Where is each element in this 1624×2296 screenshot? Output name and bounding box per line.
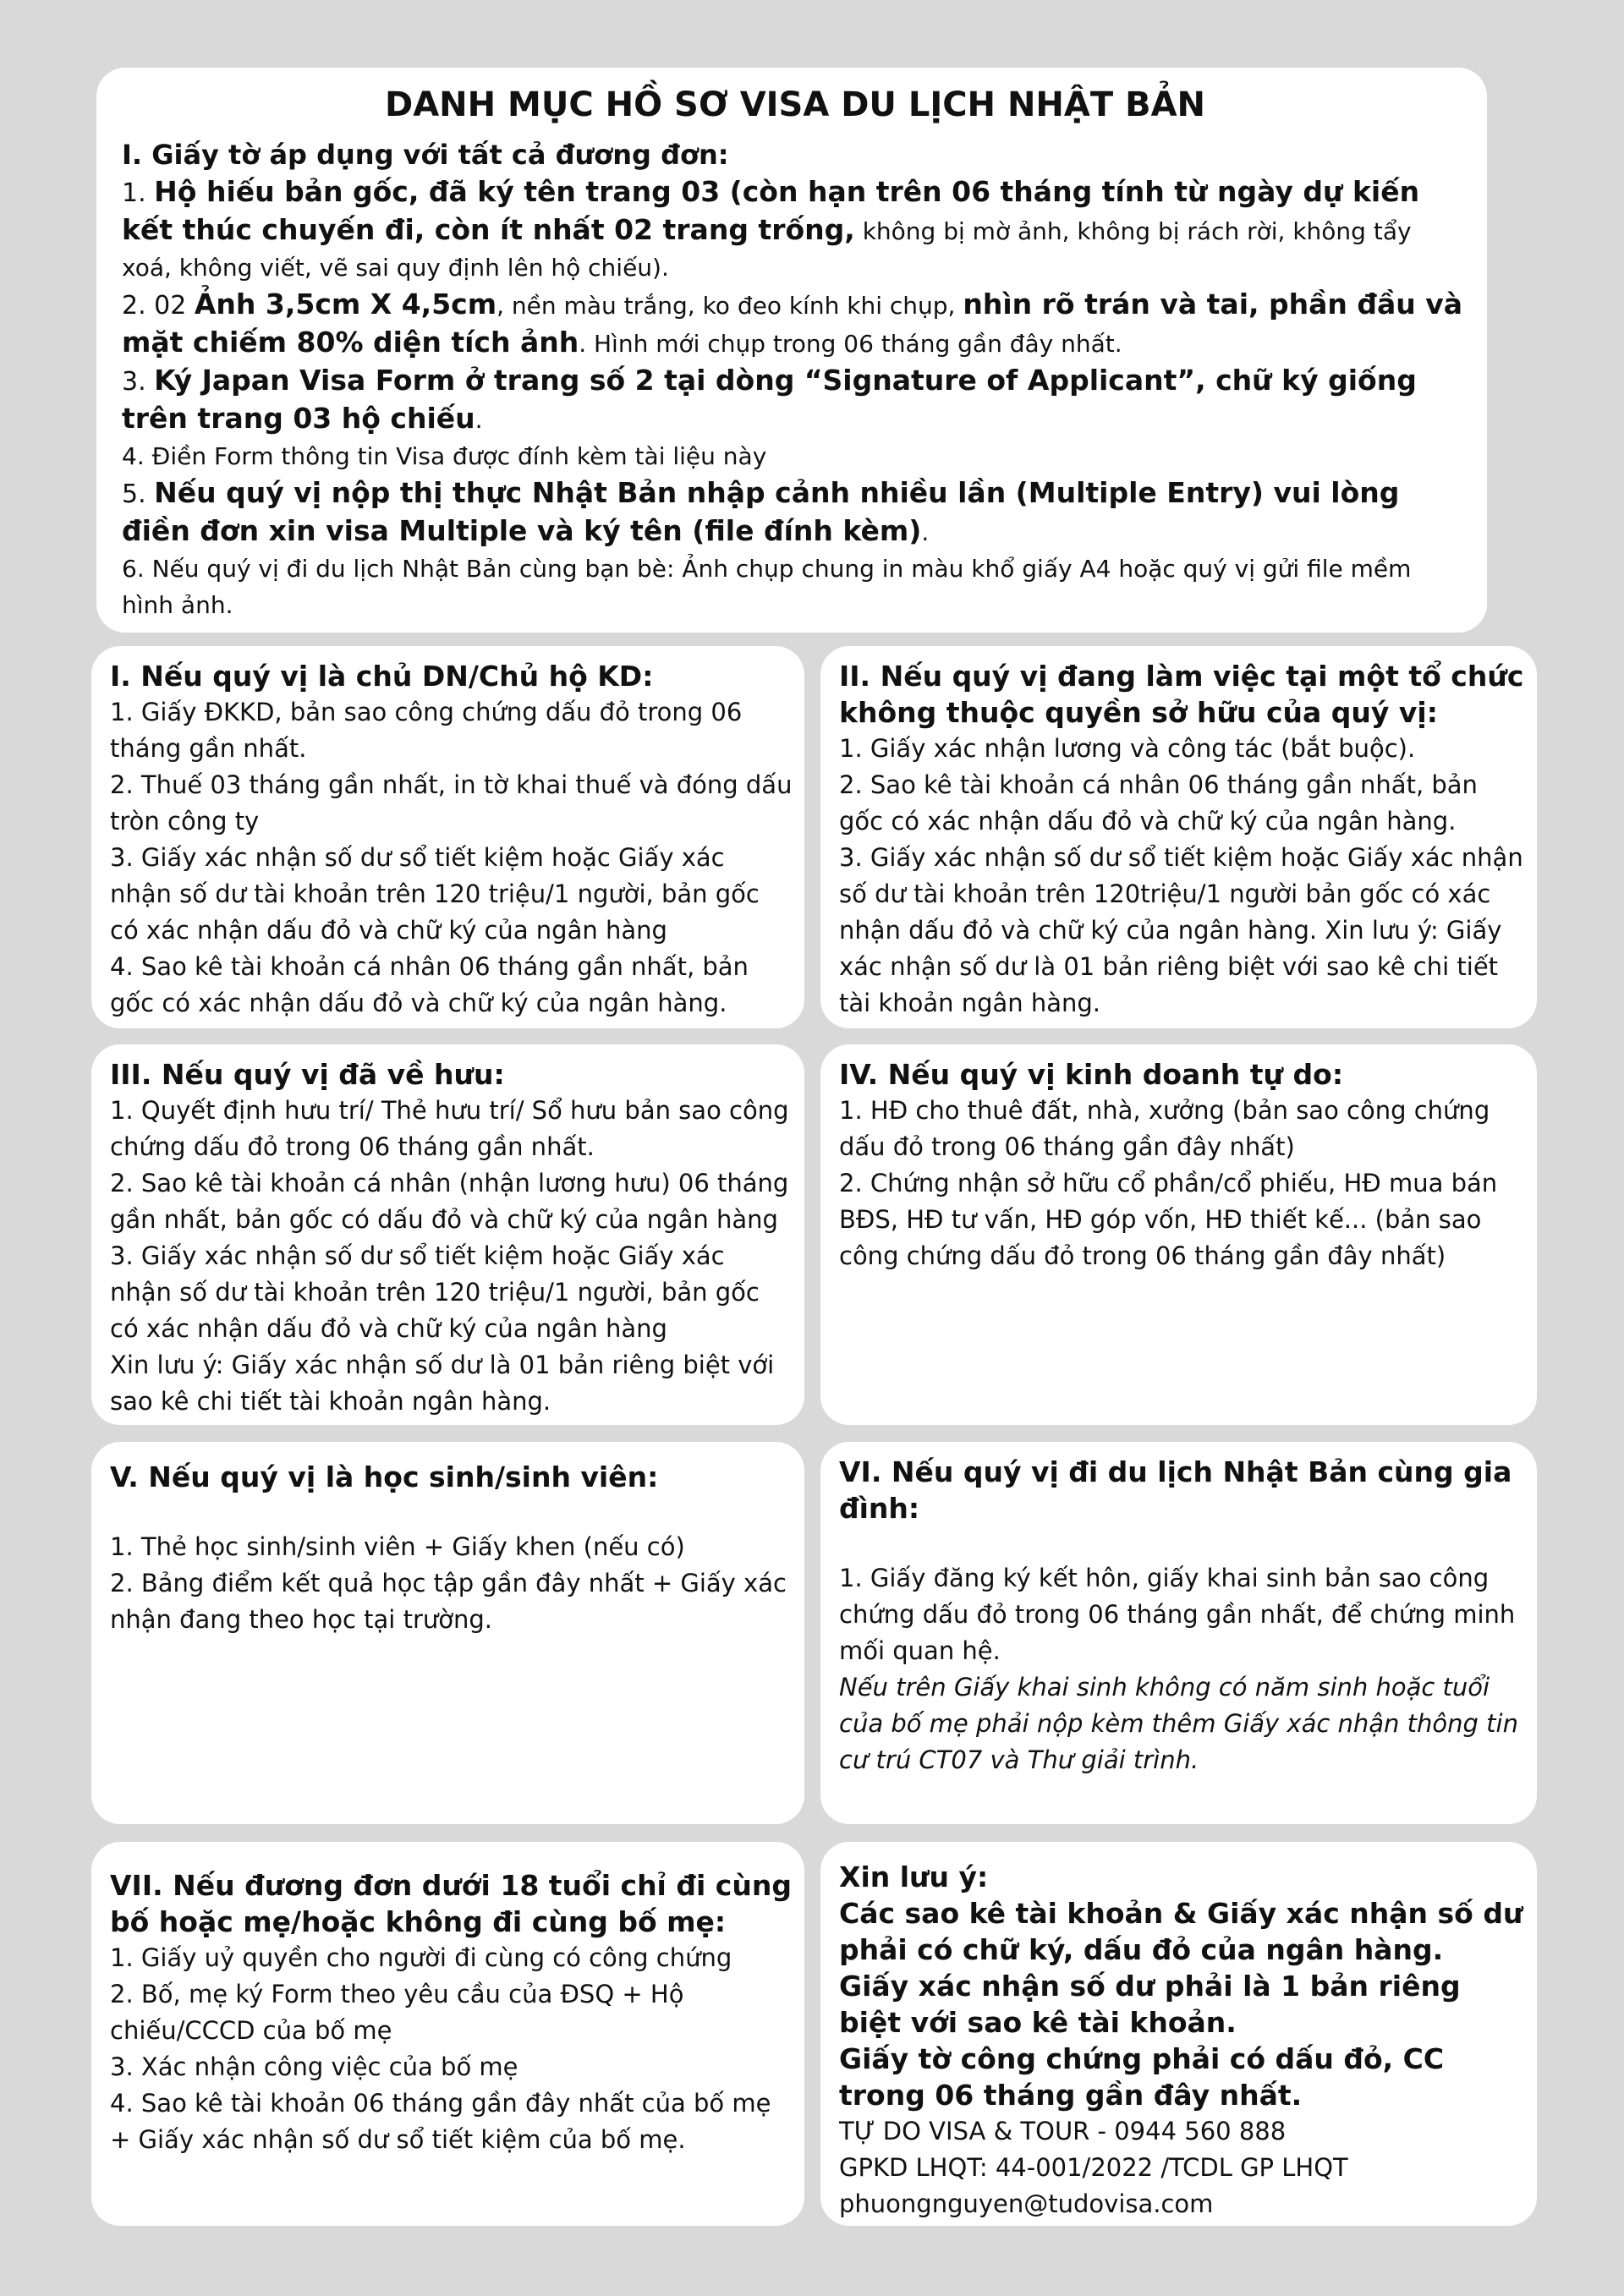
general-heading: I. Giấy tờ áp dụng với tất cả đương đơn: — [122, 139, 729, 171]
list-item: 2. Thuế 03 tháng gần nhất, in tờ khai thuế và đóng dấu tròn công ty — [110, 770, 793, 836]
section-heading: V. Nếu quý vị là học sinh/sinh viên: — [110, 1460, 659, 1493]
item-number: 1. — [122, 178, 155, 208]
contact-email[interactable]: phuongnguyen@tudovisa.com — [839, 2189, 1214, 2218]
list-item: 4. Sao kê tài khoản cá nhân 06 tháng gần nhất, bản gốc có xác nhận dấu đỏ và chữ ký của ngân hàng. — [110, 952, 749, 1017]
item-bold-text: nhìn rõ trán và tai, phần đầu và mặt chiếm 80% diện tích ảnh — [122, 288, 1463, 359]
item-text: . — [921, 518, 930, 546]
item-bold-text: Ảnh 3,5cm X 4,5cm — [194, 288, 497, 321]
item-bold-text: Nếu quý vị nộp thị thực Nhật Bản nhập cảnh nhiều lần (Multiple Entry) vui lòng điền đơn xin visa Multiple và ký tên (file đính kèm) — [122, 476, 1400, 547]
general-documents-card — [96, 68, 1487, 633]
section-heading: VI. Nếu quý vị đi du lịch Nhật Bản cùng gia đình: — [839, 1455, 1512, 1525]
general-item-3 — [122, 362, 1468, 438]
general-item-2 — [122, 286, 1468, 362]
list-item: 2. Bảng điểm kết quả học tập gần đây nhất + Giấy xác nhận đang theo học tại trường. — [110, 1569, 787, 1634]
item-number: 3. — [122, 367, 155, 397]
important-note: Giấy xác nhận số dư phải là 1 bản riêng biệt với sao kê tài khoản. — [839, 1970, 1461, 2039]
section-heading: I. Nếu quý vị là chủ DN/Chủ hộ KD: — [110, 660, 654, 693]
list-item: 1. Thẻ học sinh/sinh viên + Giấy khen (nếu có) — [110, 1532, 685, 1561]
family-travel-card — [820, 1442, 1537, 1824]
section-heading: VII. Nếu đương đơn dưới 18 tuổi chỉ đi cùng bố hoặc mẹ/hoặc không đi cùng bố mẹ: — [110, 1869, 792, 1938]
important-note: Các sao kê tài khoản & Giấy xác nhận số dư phải có chữ ký, dấu đỏ của ngân hàng. — [839, 1897, 1523, 1966]
list-item: 3. Giấy xác nhận số dư sổ tiết kiệm hoặc Giấy xác nhận số dư tài khoản trên 120 triệu/1 người, bản gốc có xác nhận dấu đỏ và chữ ký của ngân hàng — [110, 1241, 760, 1343]
list-item: 1. Giấy ĐKKD, bản sao công chứng dấu đỏ trong 06 tháng gần nhất. — [110, 698, 743, 763]
list-item: 4. Sao kê tài khoản 06 tháng gần đây nhất của bố mẹ + Giấy xác nhận số dư sổ tiết kiệm của bố mẹ. — [110, 2089, 771, 2154]
list-item: 2. Chứng nhận sở hữu cổ phần/cổ phiếu, HĐ mua bán BĐS, HĐ tư vấn, HĐ góp vốn, HĐ thiết kế... (bản sao công chứng dấu đỏ trong 06 tháng gần đây nhất) — [839, 1169, 1498, 1270]
document-title: DANH MỤC HỒ SƠ VISA DU LỊCH NHẬT BẢN — [385, 85, 1205, 124]
item-number: 5. — [122, 479, 155, 509]
important-note: Giấy tờ công chứng phải có dấu đỏ, CC trong 06 tháng gần đây nhất. — [839, 2042, 1445, 2112]
section-heading: Xin lưu ý: — [839, 1860, 989, 1893]
list-item: 3. Xác nhận công việc của bố mẹ — [110, 2052, 518, 2081]
list-item: 2. Sao kê tài khoản cá nhân 06 tháng gần nhất, bản gốc có xác nhận dấu đỏ và chữ ký của ngân hàng. — [839, 770, 1478, 836]
list-item: Xin lưu ý: Giấy xác nhận số dư là 01 bản riêng biệt với sao kê chi tiết tài khoản ngân hàng. — [110, 1351, 775, 1416]
item-text: . — [475, 406, 483, 434]
list-item: 2. Bố, mẹ ký Form theo yêu cầu của ĐSQ + Hộ chiếu/CCCD của bố mẹ — [110, 1980, 684, 2045]
business-owner-card — [91, 646, 804, 1028]
spacer — [110, 1495, 793, 1529]
general-item-4: 4. Điền Form thông tin Visa được đính kèm tài liệu này — [122, 442, 767, 470]
list-item: 1. Giấy xác nhận lương và công tác (bắt buộc). — [839, 734, 1416, 763]
section-heading: III. Nếu quý vị đã về hưu: — [110, 1058, 505, 1091]
list-item: 1. Giấy uỷ quyền cho người đi cùng có công chứng — [110, 1943, 732, 1972]
list-item: 1. HĐ cho thuê đất, nhà, xưởng (bản sao công chứng dấu đỏ trong 06 tháng gần đây nhất) — [839, 1096, 1490, 1161]
item-bold-text: Hộ hiếu bản gốc, đã ký tên trang 03 (còn hạn trên 06 tháng tính từ ngày dự kiến kết thúc chuyến đi, còn ít nhất 02 trang trống, — [122, 175, 1420, 246]
item-bold-text: Ký Japan Visa Form ở trang số 2 tại dòng “Signature of Applicant”, chữ ký giống trên trang 03 hộ chiếu — [122, 364, 1417, 435]
notes-contact-card — [820, 1842, 1537, 2226]
section-heading: II. Nếu quý vị đang làm việc tại một tổ chức không thuộc quyền sở hữu của quý vị: — [839, 660, 1524, 729]
general-item-5 — [122, 474, 1468, 551]
item-number: 2. 02 — [122, 291, 195, 321]
item-text: . Hình mới chụp trong 06 tháng gần đây nhất. — [579, 330, 1122, 358]
employee-card — [820, 646, 1537, 1028]
freelance-business-card — [820, 1044, 1537, 1425]
italic-note: Nếu trên Giấy khai sinh không có năm sinh hoặc tuổi của bố mẹ phải nộp kèm thêm Giấy xác nhận thông tin cư trú CT07 và Thư giải trình. — [839, 1673, 1518, 1774]
student-card — [91, 1442, 804, 1824]
retiree-card — [91, 1044, 804, 1425]
list-item: 3. Giấy xác nhận số dư sổ tiết kiệm hoặc Giấy xác nhận số dư tài khoản trên 120 triệu/1 người, bản gốc có xác nhận dấu đỏ và chữ ký của ngân hàng — [110, 843, 760, 945]
general-item-6: 6. Nếu quý vị đi du lịch Nhật Bản cùng bạn bè: Ảnh chụp chung in màu khổ giấy A4 hoặc quý vị gửi file mềm hình ảnh. — [122, 555, 1412, 619]
minor-applicant-card — [91, 1842, 804, 2226]
list-item: 1. Quyết định hưu trí/ Thẻ hưu trí/ Sổ hưu bản sao công chứng dấu đỏ trong 06 tháng gần nhất. — [110, 1096, 789, 1161]
contact-company-phone: TỰ DO VISA & TOUR - 0944 560 888 — [839, 2117, 1287, 2145]
spacer — [839, 1526, 1525, 1560]
item-text: , nền màu trắng, ko đeo kính khi chụp, — [497, 292, 963, 320]
list-item: 3. Giấy xác nhận số dư sổ tiết kiệm hoặc Giấy xác nhận số dư tài khoản trên 120triệu/1 người bản gốc có xác nhận dấu đỏ và chữ ký của ngân hàng. Xin lưu ý: Giấy xác nhận số dư là 01 bản riêng biệt với sao kê chi tiết tài khoản ngân hàng. — [839, 843, 1523, 1017]
item-text: không bị mờ ảnh, không bị rách rời, không tẩy xoá, không viết, vẽ sai quy định lên hộ chiếu). — [122, 217, 1412, 282]
contact-license: GPKD LHQT: 44-001/2022 /TCDL GP LHQT — [839, 2153, 1348, 2182]
section-heading: IV. Nếu quý vị kinh doanh tự do: — [839, 1058, 1344, 1091]
list-item: 1. Giấy đăng ký kết hôn, giấy khai sinh bản sao công chứng dấu đỏ trong 06 tháng gần nhất, để chứng minh mối quan hệ. — [839, 1564, 1516, 1665]
list-item: 2. Sao kê tài khoản cá nhân (nhận lương hưu) 06 tháng gần nhất, bản gốc có dấu đỏ và chữ ký của ngân hàng — [110, 1169, 789, 1234]
general-item-1 — [122, 173, 1468, 286]
